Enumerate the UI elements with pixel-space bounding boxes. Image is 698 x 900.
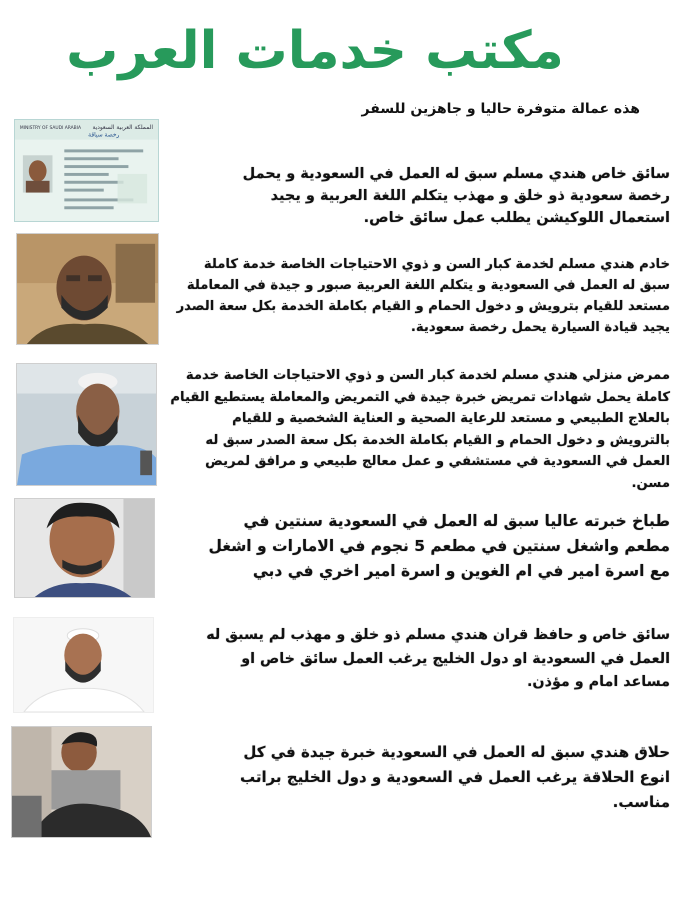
worker-description: طباخ خبرته عاليا سبق له العمل في السعودية سنتين في مطعم واشغل سنتين في مطعم 5 نجوم في الامارات و اشغل مع اسرة امير في ام الغوين و اسرة امير اخري في دبي [208,512,670,580]
worker-description: خادم هندي مسلم لخدمة كبار السن و ذوي الاحتياجات الخاصة خدمة كاملة سبق له العمل في السعودية و يتكلم اللغة العربية صبور و جيدة في المعاملة مستعد للقيام بترويش و دخول الحمام و القيام بكاملة الخدمة بكل سعة الصدر يجيد قيادة السيارة يحمل رخصة سعودية. [176,257,670,335]
page-title: مكتب خدمات العرب [66,21,564,81]
card-license-label: رخصة سياقة [88,132,120,139]
page-subtitle: هذه عمالة متوفرة حاليا و جاهزين للسفر [361,101,640,117]
worker-description: سائق خاص هندي مسلم سبق له العمل في السعودية و يحمل رخصة سعودية ذو خلق و مهذب يتكلم اللغة العربية و يجيد استعمال اللوكيشن يطلب عمل سائق خاص. [242,166,670,226]
worker-photo [11,726,152,838]
card-header-right: المملكة العربية السعودية [92,124,154,131]
worker-photo [16,233,159,345]
card-header-left: MINISTRY OF SAUDI ARABIA [19,125,82,131]
worker-description: ممرض منزلي هندي مسلم لخدمة كبار السن و ذوي الاحتياجات الخاصة خدمة كاملة يحمل شهادات تمريض خبرة جيدة في التمريض والمعاملة يستطيع القيام بالعلاج الطبيعي و مستعد للرعاية الصحية و العناية الشخصية و للقيام بالترويش و دخول الحمام و القيام بكاملة الخدمة بكل سعة الصدر سبق له العمل في السعودية في مستشفي و عمل معالج طبيعي و مرافق لمريض مسن. [170,368,670,491]
driver-license-photo [14,119,159,222]
worker-photo [14,498,155,598]
worker-photo [16,363,157,486]
worker-description: حلاق هندي سبق له العمل في السعودية خبرة جيدة في كل انوع الحلاقة يرغب العمل في السعودية و دول الخليج براتب مناسب. [239,743,670,811]
worker-description: سائق خاص و حافظ قران هندي مسلم ذو خلق و مهذب لم يسبق له العمل في السعودية او دول الخليج يرغب العمل سائق خاص او مساعد امام و مؤذن. [206,627,670,690]
worker-photo [13,617,154,713]
